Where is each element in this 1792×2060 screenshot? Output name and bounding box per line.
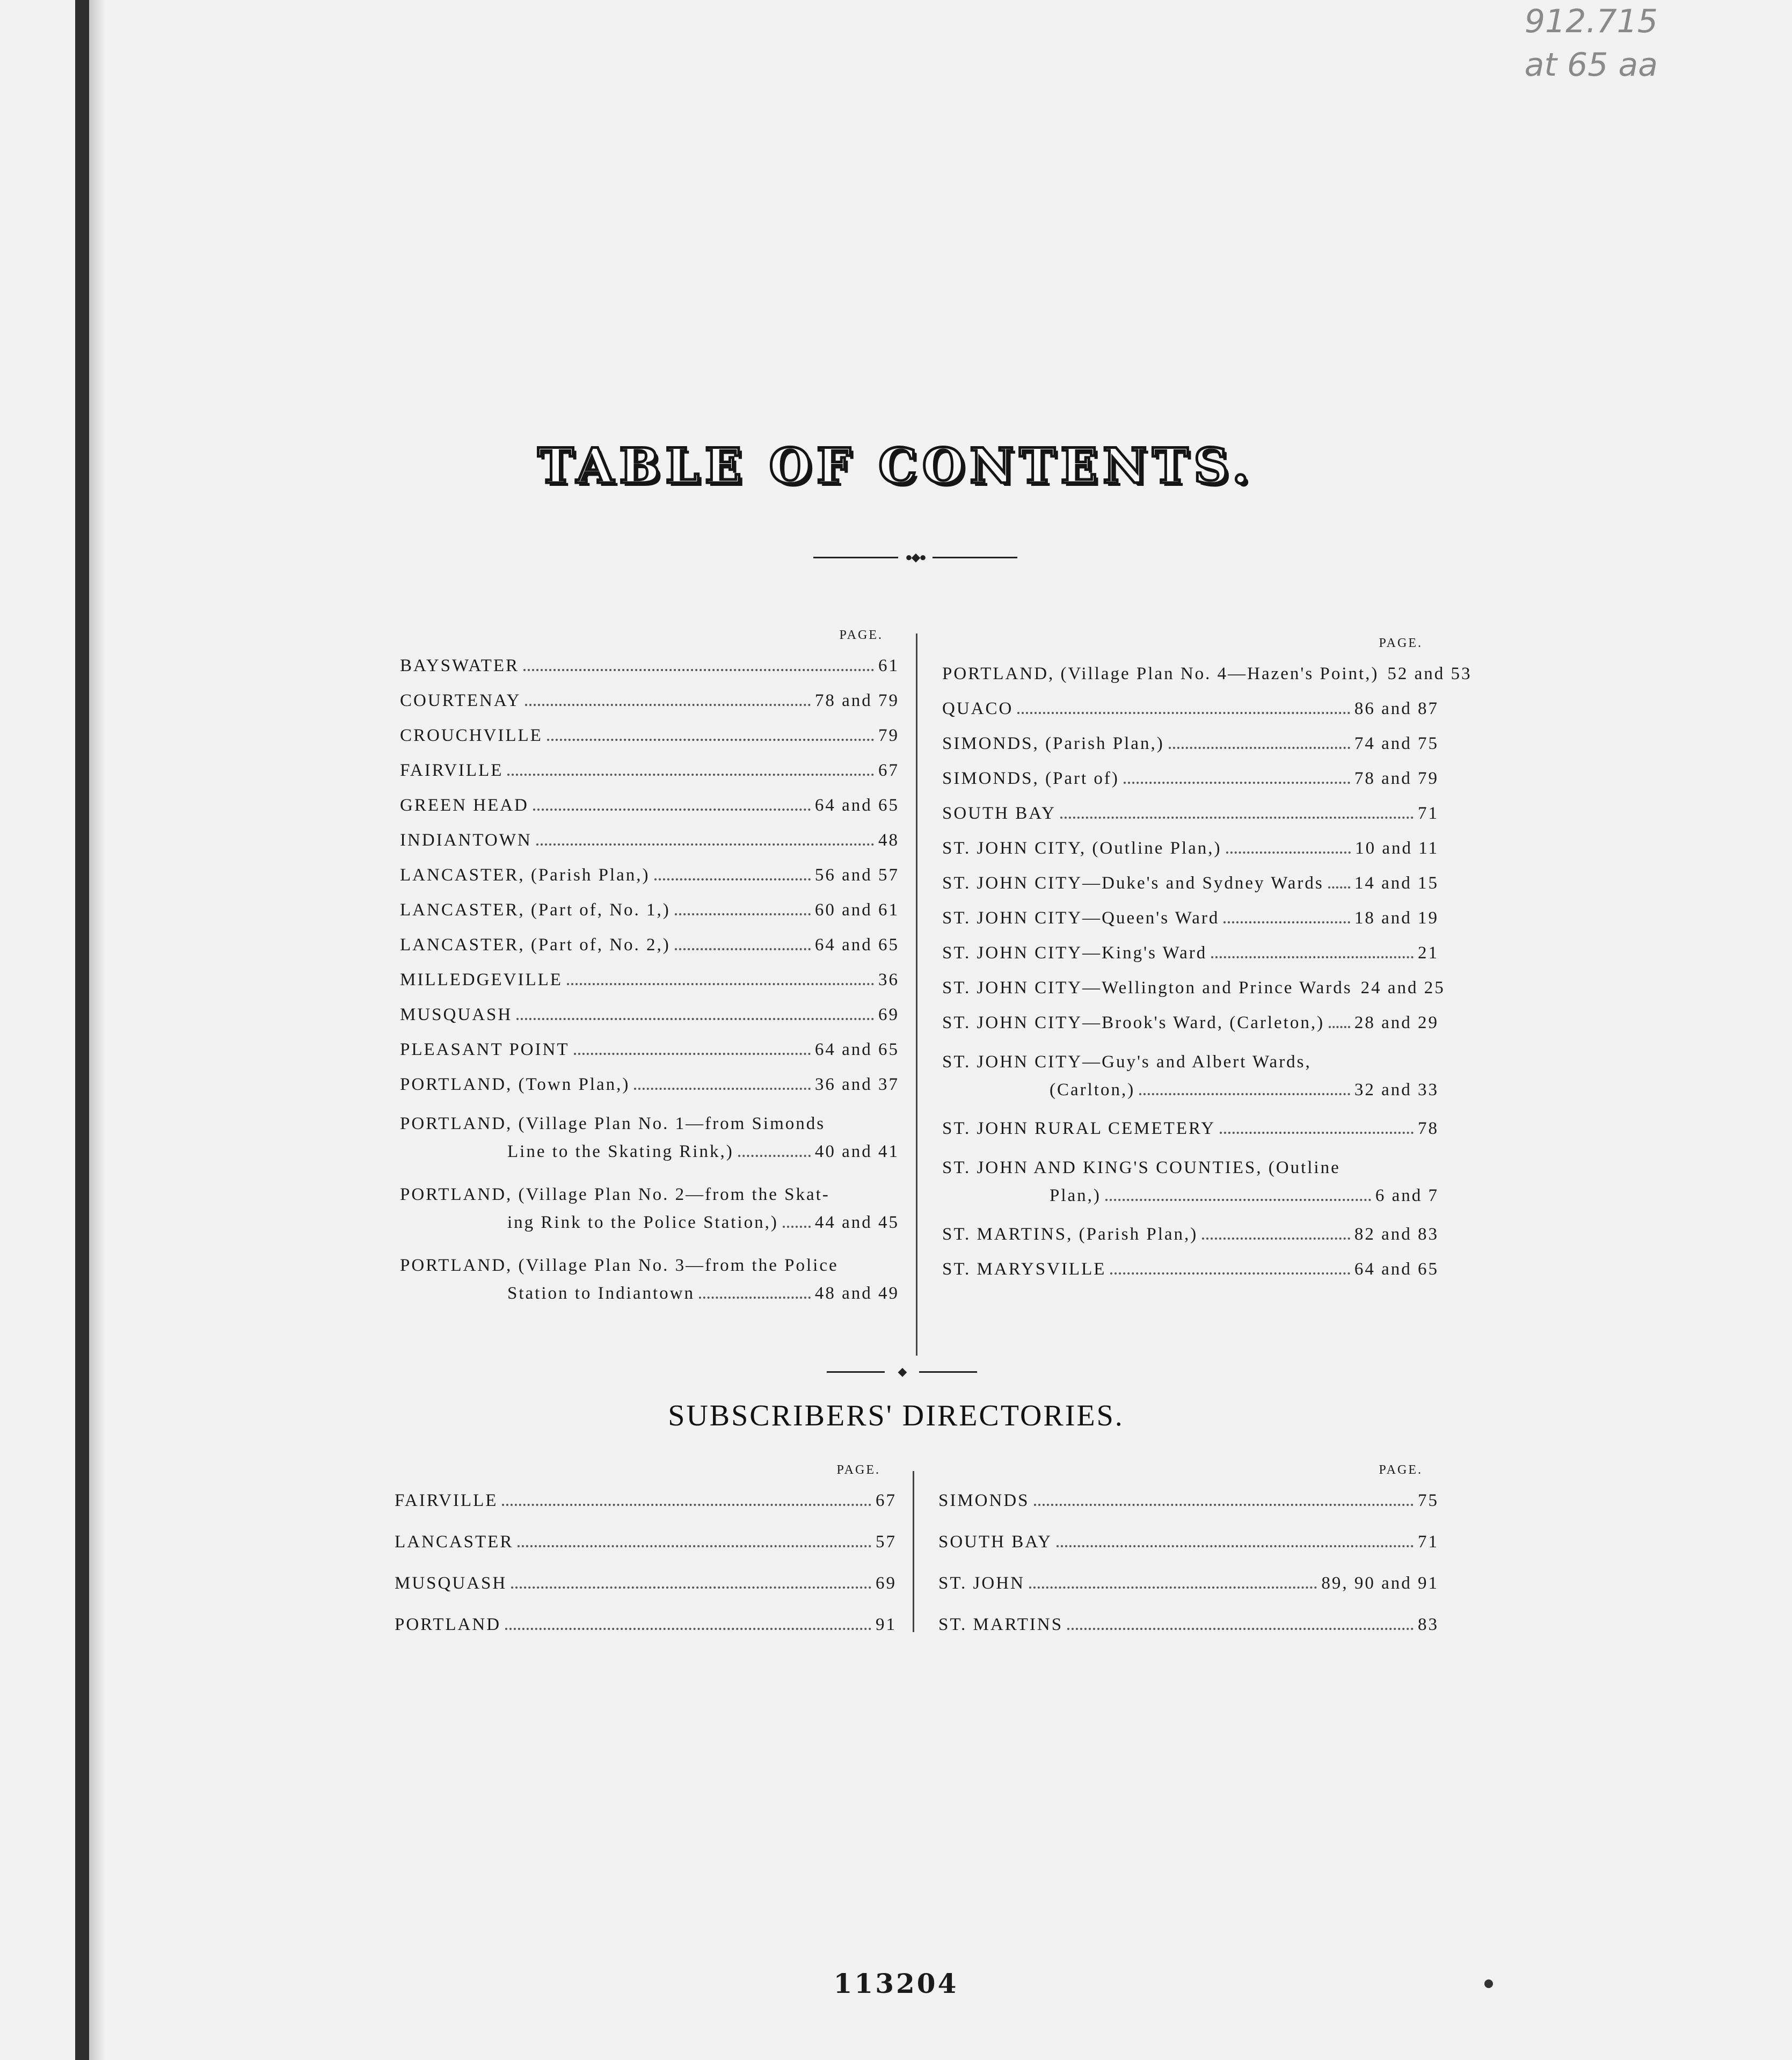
entry-label: LANCASTER, (Parish Plan,) bbox=[400, 865, 650, 885]
contents-entry bbox=[400, 900, 899, 920]
entry-page-number: 14 and 15 bbox=[1354, 874, 1439, 893]
entry-page-number: 67 bbox=[876, 1491, 897, 1510]
entry-page-number: 71 bbox=[1418, 804, 1439, 823]
directories-left-column bbox=[395, 1463, 897, 1656]
entry-label: PORTLAND bbox=[395, 1615, 501, 1634]
leader-dots bbox=[1034, 1504, 1414, 1506]
entry-label: ST. JOHN bbox=[938, 1574, 1025, 1593]
leader-dots bbox=[1060, 817, 1414, 819]
handwritten-call-number bbox=[1525, 0, 1658, 87]
leader-dots bbox=[533, 809, 811, 811]
entry-label: LANCASTER, (Part of, No. 2,) bbox=[400, 935, 671, 955]
contents-entry bbox=[938, 1532, 1439, 1552]
contents-left-column bbox=[400, 628, 899, 1322]
entry-label: ST. MARTINS, (Parish Plan,) bbox=[942, 1225, 1198, 1244]
entry-page-number: 69 bbox=[876, 1574, 897, 1593]
entry-label: GREEN HEAD bbox=[400, 796, 529, 815]
contents-entry bbox=[942, 804, 1439, 824]
contents-entry bbox=[400, 691, 899, 711]
entry-page-number: 64 and 65 bbox=[814, 1040, 899, 1059]
entry-label: INDIANTOWN bbox=[400, 831, 532, 850]
leader-dots bbox=[675, 913, 811, 915]
contents-entry bbox=[942, 1119, 1439, 1139]
leader-dots bbox=[536, 843, 874, 846]
leader-dots bbox=[502, 1504, 871, 1506]
entry-page-number: 79 bbox=[878, 726, 899, 745]
contents-entry bbox=[400, 970, 899, 990]
leader-dots bbox=[1017, 712, 1350, 714]
leader-dots bbox=[1110, 1272, 1350, 1275]
contents-entry bbox=[400, 1181, 899, 1236]
contents-entry bbox=[942, 978, 1445, 998]
contents-entry bbox=[395, 1491, 897, 1511]
contents-entry bbox=[942, 1048, 1439, 1104]
contents-entry bbox=[395, 1532, 897, 1552]
title-ornament-divider: ●◆● bbox=[813, 552, 1017, 563]
page-column-header: PAGE. bbox=[836, 1463, 880, 1477]
contents-entry bbox=[395, 1574, 897, 1593]
entry-label: MILLEDGEVILLE bbox=[400, 970, 563, 989]
entry-label: PORTLAND, (Village Plan No. 4—Hazen's Point,) bbox=[942, 664, 1379, 683]
entry-label: QUACO bbox=[942, 699, 1014, 718]
contents-entry bbox=[942, 699, 1439, 719]
contents-entry bbox=[942, 734, 1439, 754]
contents-entry bbox=[400, 1005, 899, 1025]
leader-dots bbox=[1057, 1545, 1414, 1547]
entry-page-number: 24 and 25 bbox=[1360, 978, 1445, 998]
leader-dots bbox=[1202, 1238, 1350, 1240]
leader-dots bbox=[738, 1155, 811, 1157]
leader-dots bbox=[567, 983, 874, 985]
page-binding-shadow bbox=[89, 0, 105, 2060]
leader-dots bbox=[1067, 1628, 1414, 1630]
accession-number: 113204 bbox=[833, 1968, 959, 1999]
contents-entry bbox=[942, 1260, 1439, 1279]
entry-label: PORTLAND, (Village Plan No. 2—from the Skat- bbox=[400, 1185, 830, 1204]
entry-page-number: 32 and 33 bbox=[1354, 1080, 1439, 1100]
entry-label: SOUTH BAY bbox=[938, 1532, 1052, 1552]
leader-dots bbox=[1329, 1026, 1350, 1028]
page-column-header: PAGE. bbox=[839, 628, 883, 642]
leader-dots bbox=[1211, 956, 1414, 958]
leader-dots bbox=[1139, 1093, 1350, 1095]
contents-entry bbox=[400, 831, 899, 850]
entry-label-continuation: Plan,) bbox=[1050, 1186, 1101, 1205]
entry-label: PLEASANT POINT bbox=[400, 1040, 570, 1059]
contents-entry bbox=[942, 1225, 1439, 1244]
leader-dots bbox=[1328, 886, 1350, 889]
entry-label: COURTENAY bbox=[400, 691, 521, 710]
entry-label: ST. JOHN RURAL CEMETERY bbox=[942, 1119, 1216, 1138]
leader-dots bbox=[634, 1088, 810, 1090]
entry-page-number: 21 bbox=[1418, 943, 1439, 963]
page-column-header: PAGE. bbox=[1379, 1463, 1423, 1477]
leader-dots bbox=[1223, 921, 1350, 923]
entry-page-number: 56 and 57 bbox=[814, 865, 899, 885]
entry-page-number: 52 and 53 bbox=[1387, 664, 1472, 683]
entry-label-continuation: (Carlton,) bbox=[1050, 1080, 1135, 1100]
entry-page-number: 57 bbox=[876, 1532, 897, 1552]
leader-dots bbox=[1029, 1586, 1317, 1589]
leader-dots bbox=[1220, 1132, 1414, 1134]
leader-dots bbox=[505, 1628, 871, 1630]
entry-page-number: 36 and 37 bbox=[814, 1075, 899, 1094]
leader-dots bbox=[783, 1226, 811, 1228]
contents-entry bbox=[942, 943, 1439, 963]
contents-entry bbox=[938, 1615, 1439, 1635]
handwritten-line-2: at 65 aa bbox=[1524, 46, 1658, 84]
entry-label: ST. JOHN CITY—Duke's and Sydney Wards bbox=[942, 874, 1324, 893]
contents-entry bbox=[942, 664, 1472, 684]
contents-entry bbox=[395, 1615, 897, 1635]
entry-page-number: 82 and 83 bbox=[1354, 1225, 1439, 1244]
entry-page-number: 40 and 41 bbox=[814, 1142, 899, 1161]
leader-dots bbox=[1169, 747, 1350, 749]
entry-page-number: 64 and 65 bbox=[814, 935, 899, 955]
contents-entry bbox=[400, 726, 899, 746]
contents-right-column bbox=[942, 636, 1472, 1294]
contents-entry bbox=[942, 769, 1439, 789]
contents-entry bbox=[400, 656, 899, 676]
entry-label: LANCASTER, (Part of, No. 1,) bbox=[400, 900, 671, 920]
contents-entry bbox=[942, 839, 1439, 858]
leader-dots bbox=[518, 1545, 871, 1547]
entry-label: SIMONDS, (Part of) bbox=[942, 769, 1119, 788]
contents-entry bbox=[942, 1013, 1439, 1033]
entry-label-continuation: Line to the Skating Rink,) bbox=[507, 1142, 734, 1161]
leader-dots bbox=[516, 1018, 874, 1020]
leader-dots bbox=[1124, 782, 1350, 784]
entry-label: ST. MARTINS bbox=[938, 1615, 1063, 1634]
entry-label: CROUCHVILLE bbox=[400, 726, 543, 745]
entry-label: ST. JOHN CITY—Wellington and Prince Wards bbox=[942, 978, 1352, 998]
entry-page-number: 48 and 49 bbox=[814, 1284, 899, 1303]
page-speck bbox=[1484, 1979, 1493, 1988]
entry-label-continuation: Station to Indiantown bbox=[507, 1284, 695, 1303]
page-column-header: PAGE. bbox=[1379, 636, 1423, 650]
contents-entry bbox=[400, 1075, 899, 1095]
entry-page-number: 64 and 65 bbox=[1354, 1260, 1439, 1279]
entry-page-number: 78 and 79 bbox=[1354, 769, 1439, 788]
leader-dots bbox=[1226, 851, 1351, 854]
contents-entry bbox=[400, 865, 899, 885]
entry-page-number: 28 and 29 bbox=[1354, 1013, 1439, 1032]
section-ornament-divider: ◆ bbox=[827, 1366, 977, 1377]
leader-dots bbox=[675, 948, 811, 950]
entry-page-number: 36 bbox=[878, 970, 899, 989]
entry-label: MUSQUASH bbox=[395, 1574, 507, 1593]
entry-label: FAIRVILLE bbox=[395, 1491, 498, 1510]
entry-label: SOUTH BAY bbox=[942, 804, 1056, 823]
entry-label: ST. JOHN CITY—Brook's Ward, (Carleton,) bbox=[942, 1013, 1325, 1032]
leader-dots bbox=[525, 704, 810, 706]
leader-dots bbox=[574, 1053, 811, 1055]
entry-page-number: 74 and 75 bbox=[1354, 734, 1439, 753]
contents-entry bbox=[400, 1110, 899, 1166]
entry-label: ST. JOHN CITY—Queen's Ward bbox=[942, 908, 1220, 928]
entry-label: LANCASTER bbox=[395, 1532, 514, 1552]
entry-label: ST. JOHN CITY, (Outline Plan,) bbox=[942, 839, 1222, 858]
entry-page-number: 69 bbox=[878, 1005, 899, 1024]
entry-page-number: 75 bbox=[1418, 1491, 1439, 1510]
entry-label: PORTLAND, (Village Plan No. 1—from Simonds bbox=[400, 1114, 826, 1133]
entry-label: SIMONDS bbox=[938, 1491, 1030, 1510]
contents-entry bbox=[400, 1040, 899, 1060]
page-binding-edge bbox=[75, 0, 89, 2060]
leader-dots bbox=[699, 1297, 811, 1299]
leader-dots bbox=[523, 669, 874, 671]
entry-page-number: 78 bbox=[1418, 1119, 1439, 1138]
entry-label: MUSQUASH bbox=[400, 1005, 513, 1024]
entry-page-number: 48 bbox=[878, 831, 899, 850]
page-title: TABLE OF CONTENTS. bbox=[537, 438, 1255, 494]
entry-page-number: 71 bbox=[1418, 1532, 1439, 1552]
entry-page-number: 83 bbox=[1418, 1615, 1439, 1634]
directories-column-divider bbox=[913, 1471, 914, 1632]
contents-entry bbox=[400, 1251, 899, 1307]
entry-label: ST. JOHN AND KING'S COUNTIES, (Outline bbox=[942, 1158, 1341, 1177]
entry-label: PORTLAND, (Town Plan,) bbox=[400, 1075, 630, 1094]
contents-entry bbox=[942, 1154, 1439, 1210]
entry-label: BAYSWATER bbox=[400, 656, 519, 675]
leader-dots bbox=[547, 739, 874, 741]
contents-entry bbox=[938, 1491, 1439, 1511]
leader-dots bbox=[1105, 1199, 1371, 1201]
entry-page-number: 91 bbox=[876, 1615, 897, 1634]
contents-entry bbox=[942, 874, 1439, 893]
entry-page-number: 44 and 45 bbox=[814, 1213, 899, 1232]
directories-right-column bbox=[938, 1463, 1439, 1656]
entry-label: FAIRVILLE bbox=[400, 761, 504, 780]
contents-entry bbox=[400, 796, 899, 816]
entry-label: ST. JOHN CITY—Guy's and Albert Wards, bbox=[942, 1052, 1312, 1072]
handwritten-line-1: 912.715 bbox=[1524, 3, 1658, 40]
entry-label: ST. MARYSVILLE bbox=[942, 1260, 1106, 1279]
contents-entry bbox=[942, 908, 1439, 928]
entry-label: SIMONDS, (Parish Plan,) bbox=[942, 734, 1164, 753]
entry-page-number: 64 and 65 bbox=[814, 796, 899, 815]
entry-page-number: 89, 90 and 91 bbox=[1321, 1574, 1439, 1593]
contents-entry bbox=[400, 761, 899, 781]
entry-page-number: 67 bbox=[878, 761, 899, 780]
entry-page-number: 10 and 11 bbox=[1355, 839, 1439, 858]
entry-page-number: 61 bbox=[878, 656, 899, 675]
contents-column-divider bbox=[916, 634, 917, 1356]
entry-page-number: 78 and 79 bbox=[814, 691, 899, 710]
entry-page-number: 60 and 61 bbox=[814, 900, 899, 920]
leader-dots bbox=[507, 774, 874, 776]
entry-page-number: 18 and 19 bbox=[1354, 908, 1439, 928]
entry-label-continuation: ing Rink to the Police Station,) bbox=[507, 1213, 778, 1232]
leader-dots bbox=[654, 878, 811, 880]
directories-title: SUBSCRIBERS' DIRECTORIES. bbox=[668, 1399, 1124, 1432]
entry-label: PORTLAND, (Village Plan No. 3—from the Police bbox=[400, 1256, 839, 1275]
entry-page-number: 6 and 7 bbox=[1375, 1186, 1439, 1205]
leader-dots bbox=[511, 1586, 871, 1589]
contents-entry bbox=[400, 935, 899, 955]
entry-page-number: 86 and 87 bbox=[1354, 699, 1439, 718]
contents-entry bbox=[938, 1574, 1439, 1593]
entry-label: ST. JOHN CITY—King's Ward bbox=[942, 943, 1207, 963]
